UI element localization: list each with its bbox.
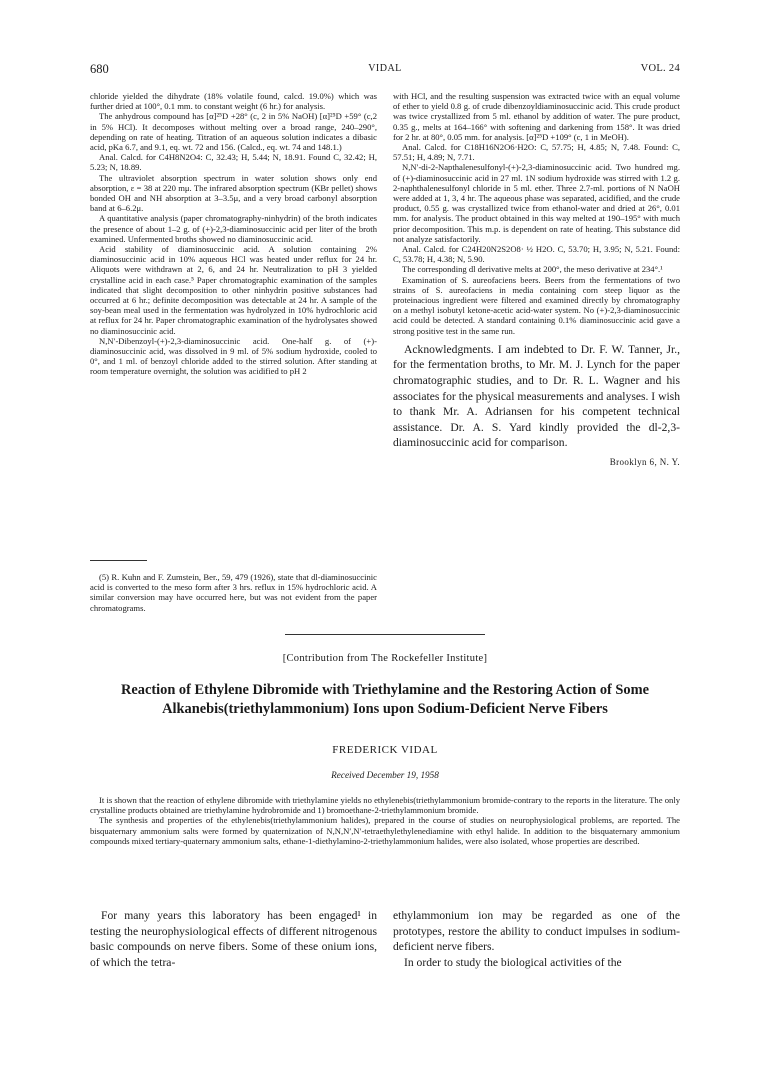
article-title: Reaction of Ethylene Dibromide with Triethylamine and the Restoring Action of Some Alkanebis(triethylammonium) Ions upon Sodium-Deficient Nerve Fibers	[120, 682, 650, 717]
volume-label: VOL. 24	[640, 63, 680, 74]
section-rule	[285, 634, 485, 635]
page-header	[90, 62, 680, 78]
paragraph: N,N′-Dibenzoyl-(+)-2,3-diaminosuccinic acid. One-half g. of (+)-diaminosuccinic acid, was dissolved in 9 ml. of 5% sodium hydroxide, cooled to 0°, and 1 ml. of benzoyl chloride added to the stirred solution. After standing at room temperature overnight, the solution was acidified to pH 2	[90, 335, 377, 377]
running-head: VIDAL	[368, 63, 402, 74]
right-column	[393, 91, 680, 467]
paragraph: Examination of S. aureofaciens beers. Beers from the fermentations of two strains of S. aureofaciens in media containing corn steep liquor as the proteinacious ingredient were filtered and examined directly by chromatography on a methyl isobutyl ketone-acetic acid-water system. No (+)-2,3-diaminosuccinic acid could be detected. A standard containing 0.1% diaminosuccinic acid gave a strong positive test in the same run.	[393, 274, 680, 336]
contribution-line: [Contribution from The Rockefeller Institute]	[282, 653, 488, 664]
paragraph: Anal. Calcd. for C24H20N2S2O8· ½ H2O. C, 53.70; H, 3.95; N, 5.21. Found: C, 53.78; H, 4.38; N, 5.90.	[393, 244, 680, 265]
abstract	[90, 795, 680, 846]
paragraph: Acid stability of diaminosuccinic acid. A solution containing 2% diaminosuccinic acid in 10% aqueous HCl was heated under reflux for 24 hr. Aliquots were withdrawn at 2, 6, and 24 hr. Neutralization to pH 3 yielded crystalline acid in each case.⁵ Paper chromatographic examination of the samples indicated that slight decomposition to other ninhydrin positive substances had occurred at 6 hr.; definite decomposition was detectable at 24 hr. A sample of the soy-bean meal used in the fermentation was hydrolyzed in 10% hydrochloric acid at reflux for 24 hr. Paper chromatographic examination of the hydrolysates showed no diaminosuccinic acid.	[90, 244, 377, 336]
paragraph: Anal. Calcd. for C18H16N2O6·H2O: C, 57.75; H, 4.85; N, 7.48. Found: C, 57.51; H, 4.89; N, 7.71.	[393, 142, 680, 163]
paragraph: The anhydrous compound has [α]²⁵D +28° (c, 2 in 5% NaOH) [α]²⁵D +59° (c,2 in 5% HCl). It decomposes without melting over a broad range, 240–290°, depending on rate of heating. Titration of an aqueous solution indicates a dibasic acid, pKa 6.7, and 9.1, eq. wt. 72 and 156. (Calcd., eq. wt. 74 and 148.1.)	[90, 111, 377, 153]
paragraph: ethylammonium ion may be regarded as one of the prototypes, restore the ability to conduct impulses in sodium-deficient nerve fibers.	[393, 909, 680, 954]
abstract-paragraph: It is shown that the reaction of ethylene dibromide with triethylamine yields no ethylenebis(triethylammonium bromide-contrary to the reports in the literature. The only crystalline products obtained are triethylamine hydrobromide and 1) bromoethane-2-triethylammonium bromide.	[90, 795, 680, 816]
intro-right-column	[393, 908, 680, 970]
paragraph: In order to study the biological activities of the	[404, 955, 622, 969]
paragraph: Anal. Calcd. for C4H8N2O4: C, 32.43; H, 5.44; N, 18.91. Found C, 32.42; H, 5.23; N, 18.89.	[90, 152, 377, 173]
left-column	[90, 91, 377, 377]
footnote	[90, 572, 377, 613]
paragraph: The ultraviolet absorption spectrum in water solution shows only end absorption, ε = 38 at 220 mμ. The infrared absorption spectrum (KBr pellet) shows bonded OH and NH absorption at 3–3.5μ, and a very broad carbonyl absorption band at 6–6.2μ.	[90, 172, 377, 214]
page-number: 680	[90, 62, 109, 76]
paragraph: The corresponding dl derivative melts at 200°, the meso derivative at 234°.¹	[402, 264, 663, 275]
paragraph: with HCl, and the resulting suspension was extracted twice with an equal volume of ether to yield 0.8 g. of crude dibenzoyldiaminosuccinic acid. This crude product was twice crystallized from 5 ml. ethanol by addition of water. The pure product, 0.35 g., melts at 164–166° with softening and darkening from 158°. It was dried for 2 hr. at 80°, 0.05 mm. for analysis. [α]²⁵D +109° (c, 1 in MeOH).	[393, 91, 680, 142]
abstract-paragraph: The synthesis and properties of the ethylenebis(triethylammonium halides), prepared in the course of studies on neurophysiological problems, are reported. The bisquaternary ammonium salts were formed by quaternization of N,N,N′,N′-tetraethylethylenediamine with ethyl halide. In addition to the bisquaternary ammonium compounds mixed tertiary-quaternary ammonium salts, ethane-1-diethylamino-2-triethylammonium halides, were also isolated, whose properties are described.	[90, 815, 680, 846]
paragraph: A quantitative analysis (paper chromatography-ninhydrin) of the broth indicates the presence of about 1–2 g. of (+)-2,3-diaminosuccinic acid per liter of the broth examined. Unfermented broths showed no diaminosuccinic acid.	[90, 213, 377, 244]
footnote-text: (5) R. Kuhn and F. Zumstein, Ber., 59, 479 (1926), state that dl-diaminosuccinic acid is converted to the meso form after 3 hrs. reflux in 15% hydrochloric acid. A similar conversion may have occurred here, but was not evident from the paper chromatograms.	[90, 572, 377, 613]
acknowledgments-text: Acknowledgments. I am indebted to Dr. F. W. Tanner, Jr., for the fermentation broths, to Mr. M. J. Lynch for the paper chromatographic studies, and to Dr. R. L. Wagner and his associates for the physical measurements and analyses. I wish to thank Mr. A. Adriansen for his competent technical assistance. Dr. A. S. Yard kindly provided the dl-2,3-diaminosuccinic acid for comparison.	[393, 342, 680, 450]
intro-left-column	[90, 908, 377, 970]
paragraph: For many years this laboratory has been engaged¹ in testing the neurophysiological effects of different nitrogenous basic compounds on nerve fibers. Some of these onium ions, of which the tetra-	[90, 909, 377, 969]
place-signature: Brooklyn 6, N. Y.	[609, 457, 680, 468]
received-date: Received December 19, 1958	[331, 770, 439, 780]
footnote-rule	[90, 560, 147, 561]
acknowledgments	[393, 342, 680, 451]
paragraph: N,N′-di-2-Napthalenesulfonyl-(+)-2,3-diaminosuccinic acid. Two hundred mg. of (+)-diaminosuccinic acid in 27 ml. 1N sodium hydroxide was stirred with 1.2 g. 2-naphthalenesulfonyl chloride in 5 ml. ether. Three 2.7-ml. portions of N NaOH were added at 1, 3, 4 hr. The aqueous phase was separated, acidified, and the crude product, 0.55 g. was crystallized twice from ethanol-water and dried at 26°, 0.01 mm. for analysis. The product obtained in this way melted at 190–195° with much prior decomposition. This m.p. is dependent on rate of heating. This substance did not analyze satisfactorily.	[393, 162, 680, 244]
paragraph: chloride yielded the dihydrate (18% volatile found, calcd. 19.0%) which was further dried at 100°, 0.1 mm. to constant weight (6 hr.) for analysis.	[90, 91, 377, 112]
author-name: FREDERICK VIDAL	[332, 744, 438, 756]
